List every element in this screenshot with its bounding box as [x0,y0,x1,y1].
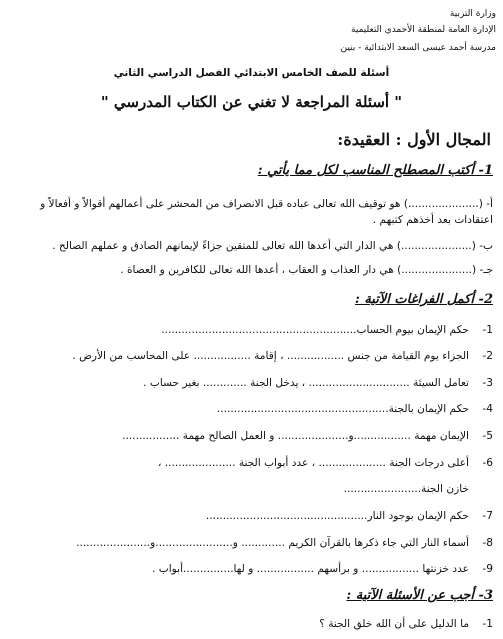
list-item [0,482,493,496]
item-number: 1- [482,324,493,336]
item-text: الإيمان مهمة .................و..................... و العمل الصالح مهمة ................. [122,430,469,442]
list-item [0,402,493,416]
section1-item-b: ب- (.....................) هي الدار التي أعدها الله تعالى للمتقين جزاءً لإيمانهم الصادق و عملهم الصالح . [52,240,493,252]
section1-item-a-cont: اعتقادات بعد أخذهم كتبهم . [372,214,493,226]
list-item [0,429,493,443]
item-number: 9- [482,563,493,575]
list-item [0,323,493,337]
list-item [0,617,493,631]
section3-title [0,588,493,603]
section3-title-text: 3- أجب عن الأسئلة الآتية : [346,588,493,603]
section1-title [0,163,493,178]
item-text: عدد خزنتها ................. و برأسهم ................. و لها...............أبواب . [152,563,469,575]
section2-title-text: 2- أكمل الفراغات الآتية : [355,292,493,307]
item-number: 8- [482,537,493,549]
worksheet-main-title: " أسئلة المراجعة لا تغني عن الكتاب المدرسي " [100,93,403,111]
worksheet-subtitle: أسئلة للصف الخامس الابتدائي الفصل الدراسي الثاني [113,67,390,79]
item-number: 5- [482,430,493,442]
list-item [0,376,493,390]
list-item [0,349,493,363]
item-number: 2- [482,350,493,362]
item-text: ما الدليل على أن الله خلق الجنة ؟ [319,618,469,630]
list-item [0,509,493,523]
item-text: خازن الجنة....................... [343,483,469,495]
item-text: تعامل السيئة .............................. ، يدخل الجنة ............. بغير حساب . [143,377,469,389]
item-number: 3- [482,377,493,389]
section1-item-c: جـ- (.....................) هي دار العذاب و العقاب ، أعدها الله تعالى للكافرين و العصاة . [120,264,493,276]
item-number: 4- [482,403,493,415]
item-text: أسماء النار التي جاء ذكرها بالقرآن الكريم ............. و.......................و...................... [76,537,469,549]
list-item [0,456,493,470]
item-number: 1- [482,618,493,630]
list-item [0,562,493,576]
item-number: 7- [482,510,493,522]
item-text: حكم الإيمان بوجود النار................................................ [205,510,469,522]
directorate-name: الإدارة العامة لمنطقة الأحمدي التعليمية [351,25,496,35]
item-number: 6- [482,457,493,469]
section2-title [0,292,493,307]
item-text: حكم الإيمان بيوم الحساب.......................................................... [161,324,469,336]
section1-title-text: 1- أكتب المصطلح المناسب لكل مما يأتي : [257,163,493,178]
list-item [0,536,493,550]
item-text: حكم الإيمان بالجنة................................................... [216,403,469,415]
field-title: المجال الأول : العقيدة: [337,130,491,149]
ministry-name: وزارة التربية [449,9,496,19]
section1-item-a: أ- (.....................) هو توقيف الله تعالى عباده قبل الانصراف من المحشر على أعمالهم أقوالاً و أفعالاً و [40,198,493,210]
item-text: أعلى درجات الجنة .................... ، عدد أبواب الجنة ..................... ، [157,457,469,469]
item-text: الجزاء يوم القيامة من جنس ................. ، إقامة ................. على المحاسب من الأرض . [72,350,469,362]
school-name: مدرسة أحمد عيسى السعد الابتدائية - بنين [340,43,496,53]
